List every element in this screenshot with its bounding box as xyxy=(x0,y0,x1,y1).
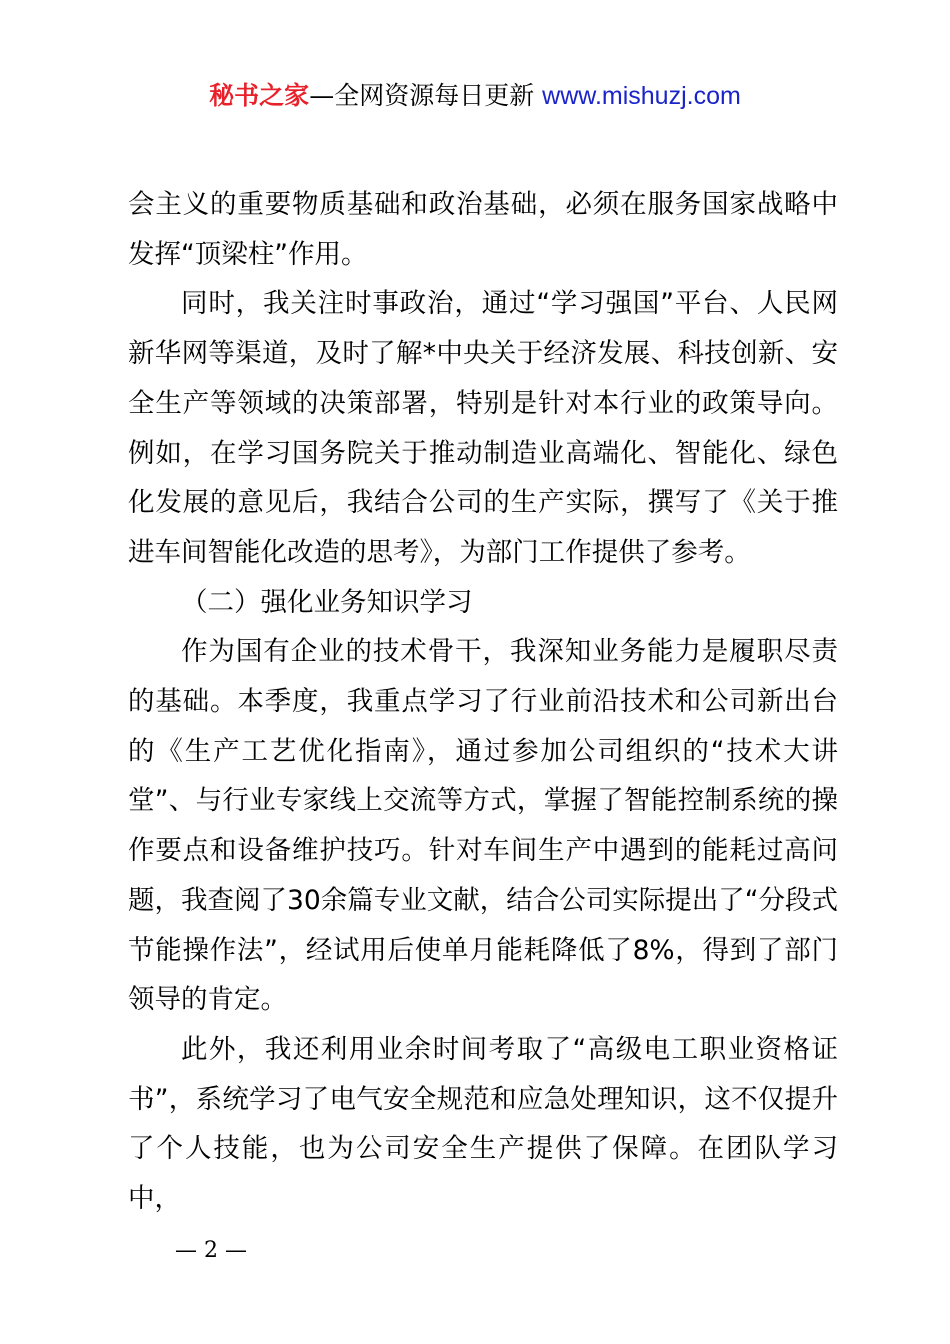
page-number: — 2 — xyxy=(175,1238,247,1263)
site-tagline: —全网资源每日更新 xyxy=(309,81,535,110)
site-url-link[interactable]: www.mishuzj.com xyxy=(542,82,741,110)
site-header xyxy=(0,80,950,112)
paragraph: 此外，我还利用业余时间考取了“高级电工职业资格证书”，系统学习了电气安全规范和应急处理知识，这不仅提升了个人技能，也为公司安全生产提供了保障。在团队学习中， xyxy=(128,1033,838,1215)
document-body xyxy=(128,180,838,1224)
paragraph: 作为国有企业的技术骨干，我深知业务能力是履职尽责的基础。本季度，我重点学习了行业前沿技术和公司新出台的《生产工艺优化指南》，通过参加公司组织的“技术大讲堂”、与行业专家线上交流等方式，掌握了智能控制系统的操作要点和设备维护技巧。针对车间生产中遇到的能耗过高问题，我查阅了30余篇专业文献，结合公司实际提出了“分段式节能操作法”，经试用后使单月能耗降低了8%，得到了部门领导的肯定。 xyxy=(128,636,838,1016)
paragraph: 同时，我关注时事政治，通过“学习强国”平台、人民网新华网等渠道，及时了解*中央关于经济发展、科技创新、安全生产等领域的决策部署，特别是针对本行业的政策导向。例如，在学习国务院关于推动制造业高端化、智能化、绿色化发展的意见后，我结合公司的生产实际，撰写了《关于推进车间智能化改造的思考》，为部门工作提供了参考。 xyxy=(128,288,838,568)
paragraph-continuation: 会主义的重要物质基础和政治基础，必须在服务国家战略中发挥“顶梁柱”作用。 xyxy=(128,189,838,270)
section-heading: （二）强化业务知识学习 xyxy=(181,586,473,618)
site-brand: 秘书之家 xyxy=(209,81,310,110)
